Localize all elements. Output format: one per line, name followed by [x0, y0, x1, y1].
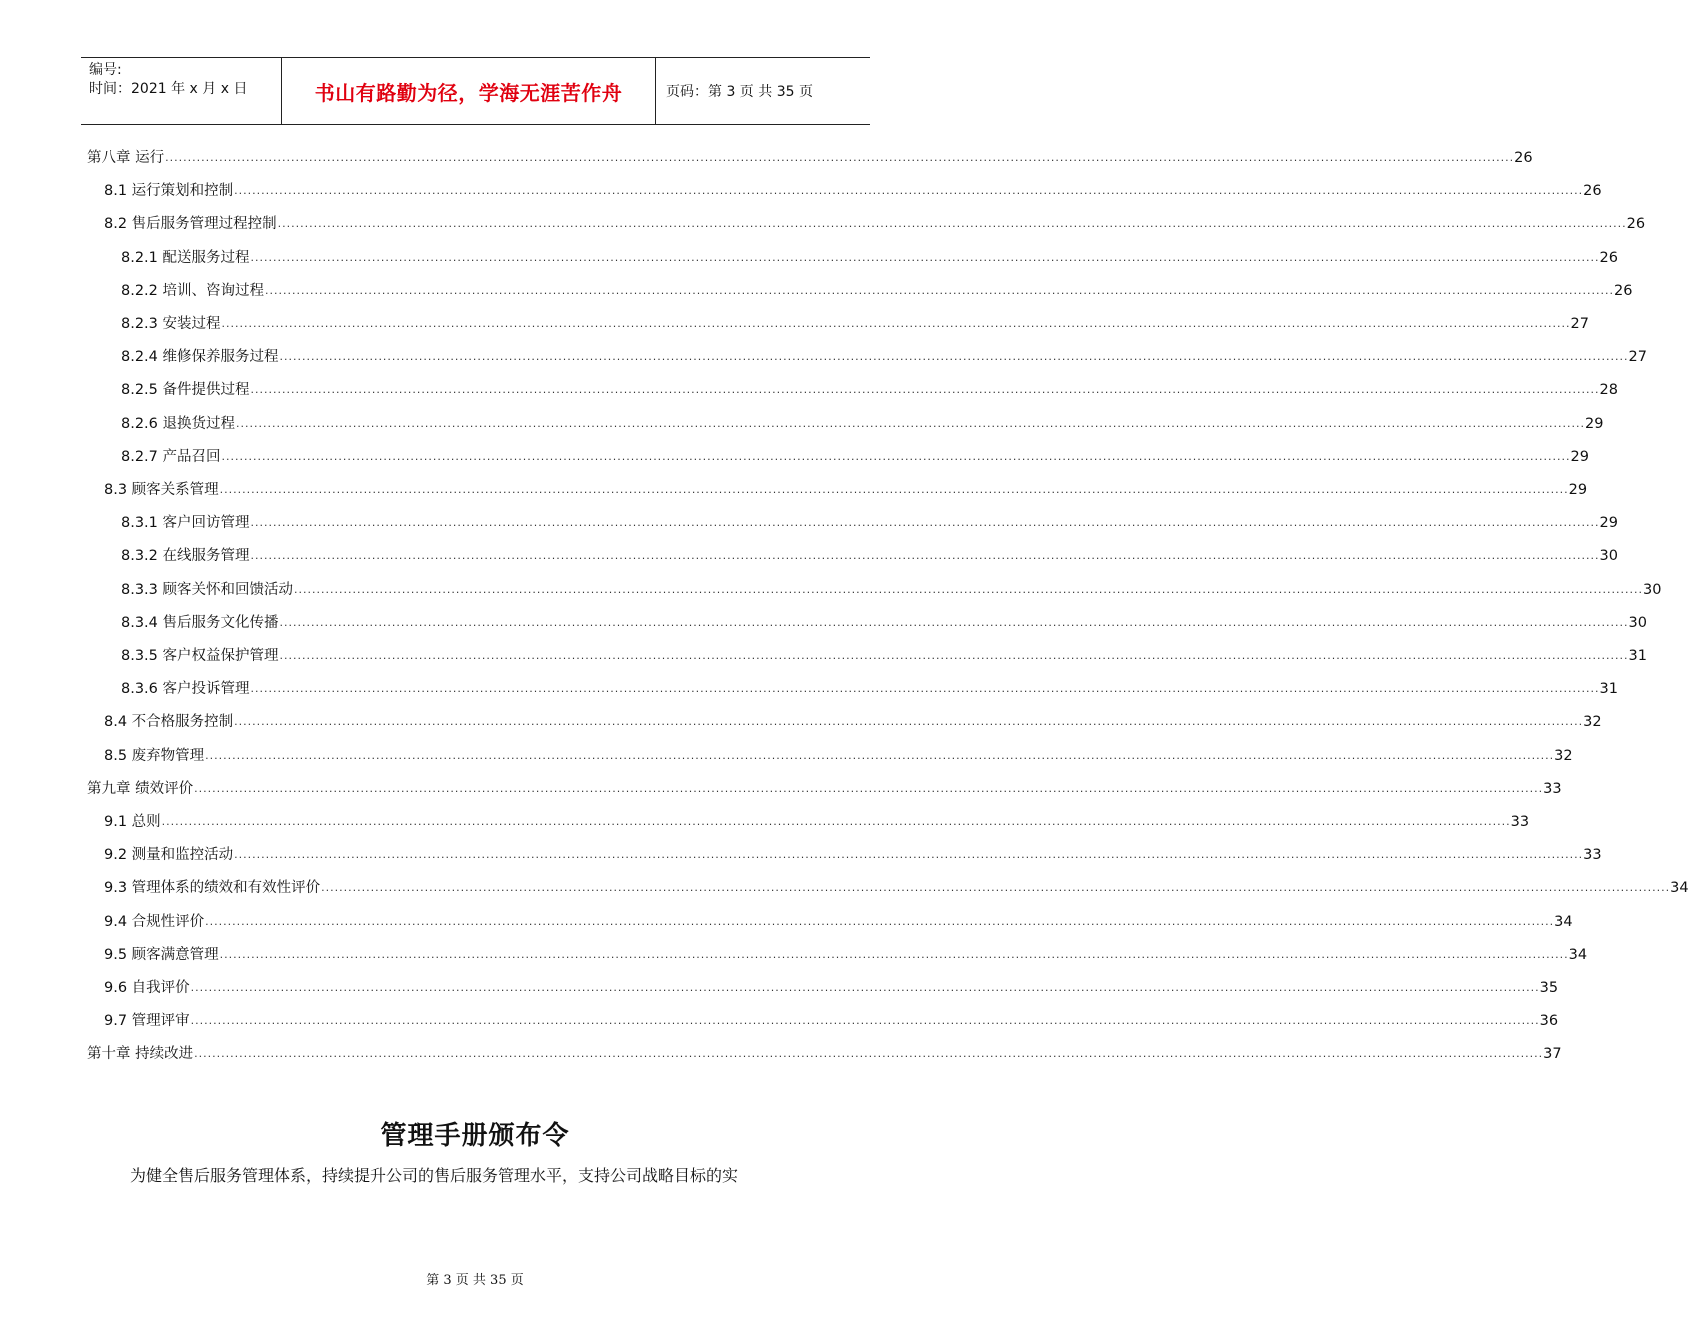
toc-entry-page: 35	[1539, 980, 1559, 996]
toc-entry-title: 8.3.2 在线服务管理	[121, 548, 250, 564]
toc-entry-page: 31	[1628, 648, 1647, 664]
toc-entry-title: 8.4 不合格服务控制	[104, 714, 234, 730]
toc-entry-page: 29	[1570, 449, 1589, 465]
toc-entry[interactable]	[121, 346, 1647, 368]
toc-entry[interactable]	[104, 911, 1573, 933]
toc-dot-leader: ............................................................................................................................................................................................................................................................................................................	[234, 848, 1584, 861]
toc-entry[interactable]	[104, 479, 1588, 501]
toc-dot-leader: ............................................................................................................................................................................................................................................................................................................	[221, 450, 1571, 463]
toc-entry-page: 29	[1568, 482, 1588, 498]
toc-entry-title: 8.3.6 客户投诉管理	[121, 681, 250, 697]
toc-entry-title: 9.1 总则	[104, 814, 161, 830]
toc-entry-title: 9.5 顾客满意管理	[104, 947, 219, 963]
toc-entry-title: 8.3 顾客关系管理	[104, 482, 219, 498]
toc-entry-page: 30	[1599, 548, 1618, 564]
toc-entry-page: 30	[1643, 582, 1662, 598]
toc-dot-leader: ............................................................................................................................................................................................................................................................................................................	[205, 915, 1555, 928]
toc-dot-leader: ............................................................................................................................................................................................................................................................................................................	[161, 815, 1511, 828]
toc-dot-leader: ............................................................................................................................................................................................................................................................................................................	[250, 516, 1600, 529]
toc-entry-page: 37	[1543, 1046, 1562, 1062]
toc-dot-leader: ............................................................................................................................................................................................................................................................................................................	[205, 749, 1555, 762]
toc-entry-page: 33	[1583, 847, 1602, 863]
toc-entry[interactable]	[121, 446, 1589, 468]
toc-entry-title: 8.3.1 客户回访管理	[121, 515, 250, 531]
toc-entry-page: 29	[1599, 515, 1618, 531]
section-title: 管理手册颁布令	[380, 1121, 570, 1151]
header-meta	[81, 58, 281, 124]
page-header	[81, 57, 870, 125]
toc-dot-leader: ............................................................................................................................................................................................................................................................................................................	[250, 549, 1600, 562]
toc-entry[interactable]	[121, 280, 1633, 302]
toc-entry-title: 8.5 废弃物管理	[104, 748, 205, 764]
toc-dot-leader: ............................................................................................................................................................................................................................................................................................................	[279, 649, 1629, 662]
toc-entry-title: 第十章 持续改进	[87, 1046, 194, 1062]
toc-entry-page: 26	[1583, 183, 1602, 199]
page-footer: 第 3 页 共 35 页	[426, 1273, 524, 1288]
header-motto: 书山有路勤为径，学海无涯苦作舟	[281, 58, 656, 124]
toc-dot-leader: ............................................................................................................................................................................................................................................................................................................	[165, 151, 1515, 164]
toc-dot-leader: ............................................................................................................................................................................................................................................................................................................	[234, 184, 1584, 197]
toc-entry[interactable]	[104, 1010, 1559, 1032]
toc-entry[interactable]	[121, 379, 1618, 401]
toc-entry[interactable]	[87, 1043, 1562, 1065]
toc-dot-leader: ............................................................................................................................................................................................................................................................................................................	[234, 715, 1584, 728]
toc-entry-page: 33	[1543, 781, 1562, 797]
toc-dot-leader: ............................................................................................................................................................................................................................................................................................................	[219, 483, 1569, 496]
toc-entry-title: 9.3 管理体系的绩效和有效性评价	[104, 880, 321, 896]
toc-entry-title: 8.2.1 配送服务过程	[121, 250, 250, 266]
toc-entry[interactable]	[104, 844, 1602, 866]
toc-entry-title: 8.3.3 顾客关怀和回馈活动	[121, 582, 294, 598]
toc-entry[interactable]	[104, 877, 1689, 899]
toc-entry-title: 9.2 测量和监控活动	[104, 847, 234, 863]
toc-entry-page: 32	[1583, 714, 1602, 730]
toc-entry-page: 33	[1510, 814, 1530, 830]
toc-dot-leader: ............................................................................................................................................................................................................................................................................................................	[190, 981, 1540, 994]
document-number-label: 编号:	[89, 62, 122, 78]
toc-dot-leader: ............................................................................................................................................................................................................................................................................................................	[265, 284, 1614, 297]
toc-entry[interactable]	[121, 247, 1618, 269]
toc-entry-page: 27	[1570, 316, 1589, 332]
toc-entry-page: 34	[1554, 914, 1573, 930]
toc-entry-page: 30	[1628, 615, 1647, 631]
toc-entry-title: 第八章 运行	[87, 150, 165, 166]
toc-dot-leader: ............................................................................................................................................................................................................................................................................................................	[221, 317, 1571, 330]
toc-entry[interactable]	[104, 180, 1602, 202]
toc-entry[interactable]	[121, 413, 1604, 435]
toc-dot-leader: ............................................................................................................................................................................................................................................................................................................	[236, 417, 1585, 430]
toc-entry-page: 36	[1539, 1013, 1559, 1029]
toc-entry-title: 8.2 售后服务管理过程控制	[104, 216, 277, 232]
toc-dot-leader: ............................................................................................................................................................................................................................................................................................................	[294, 583, 1643, 596]
toc-entry[interactable]	[87, 147, 1533, 169]
toc-entry-page: 26	[1514, 150, 1533, 166]
toc-entry-title: 9.6 自我评价	[104, 980, 190, 996]
toc-entry-page: 26	[1626, 216, 1646, 232]
toc-entry-page: 34	[1568, 947, 1588, 963]
toc-dot-leader: ............................................................................................................................................................................................................................................................................................................	[250, 383, 1600, 396]
toc-entry-page: 34	[1670, 880, 1689, 896]
toc-entry-page: 27	[1628, 349, 1647, 365]
toc-entry-title: 8.2.5 备件提供过程	[121, 382, 250, 398]
toc-entry-page: 31	[1599, 681, 1618, 697]
toc-dot-leader: ............................................................................................................................................................................................................................................................................................................	[321, 881, 1671, 894]
header-page-info: 页码：第 3 页 共 35 页	[666, 84, 813, 100]
toc-dot-leader: ............................................................................................................................................................................................................................................................................................................	[250, 682, 1600, 695]
toc-dot-leader: ............................................................................................................................................................................................................................................................................................................	[279, 350, 1629, 363]
toc-entry[interactable]	[121, 512, 1618, 534]
toc-dot-leader: ............................................................................................................................................................................................................................................................................................................	[190, 1014, 1540, 1027]
toc-entry-page: 26	[1614, 283, 1633, 299]
toc-entry[interactable]	[121, 579, 1662, 601]
toc-entry[interactable]	[104, 944, 1588, 966]
toc-entry[interactable]	[121, 612, 1647, 634]
toc-entry-title: 8.3.5 客户权益保护管理	[121, 648, 279, 664]
toc-dot-leader: ............................................................................................................................................................................................................................................................................................................	[194, 1047, 1544, 1060]
toc-entry-title: 8.2.7 产品召回	[121, 449, 221, 465]
toc-entry-title: 第九章 绩效评价	[87, 781, 194, 797]
toc-entry-title: 8.2.2 培训、咨询过程	[121, 283, 265, 299]
toc-entry-title: 8.2.6 退换货过程	[121, 416, 236, 432]
document-date: 时间：2021 年 x 月 x 日	[89, 81, 248, 97]
toc-entry[interactable]	[104, 977, 1559, 999]
toc-entry[interactable]	[87, 778, 1562, 800]
toc-entry[interactable]	[121, 678, 1618, 700]
body-paragraph: 为健全售后服务管理体系，持续提升公司的售后服务管理水平，支持公司战略目标的实	[130, 1166, 739, 1185]
toc-entry[interactable]	[104, 213, 1646, 235]
toc-entry-page: 28	[1599, 382, 1618, 398]
toc-entry-title: 9.7 管理评审	[104, 1013, 190, 1029]
toc-entry-title: 8.2.3 安装过程	[121, 316, 221, 332]
toc-entry[interactable]	[104, 711, 1602, 733]
toc-entry-title: 8.2.4 维修保养服务过程	[121, 349, 279, 365]
toc-entry[interactable]	[121, 313, 1589, 335]
toc-dot-leader: ............................................................................................................................................................................................................................................................................................................	[279, 616, 1629, 629]
toc-dot-leader: ............................................................................................................................................................................................................................................................................................................	[219, 948, 1569, 961]
toc-entry[interactable]	[104, 811, 1530, 833]
toc-dot-leader: ............................................................................................................................................................................................................................................................................................................	[194, 782, 1544, 795]
toc-entry-page: 26	[1599, 250, 1618, 266]
toc-dot-leader: ............................................................................................................................................................................................................................................................................................................	[250, 251, 1600, 264]
toc-entry-page: 32	[1554, 748, 1573, 764]
toc-entry-page: 29	[1585, 416, 1604, 432]
toc-entry[interactable]	[121, 545, 1618, 567]
toc-entry-title: 9.4 合规性评价	[104, 914, 205, 930]
toc-entry-title: 8.1 运行策划和控制	[104, 183, 234, 199]
toc-entry[interactable]	[121, 645, 1647, 667]
toc-dot-leader: ............................................................................................................................................................................................................................................................................................................	[277, 217, 1627, 230]
toc-entry[interactable]	[104, 745, 1573, 767]
toc-entry-title: 8.3.4 售后服务文化传播	[121, 615, 279, 631]
